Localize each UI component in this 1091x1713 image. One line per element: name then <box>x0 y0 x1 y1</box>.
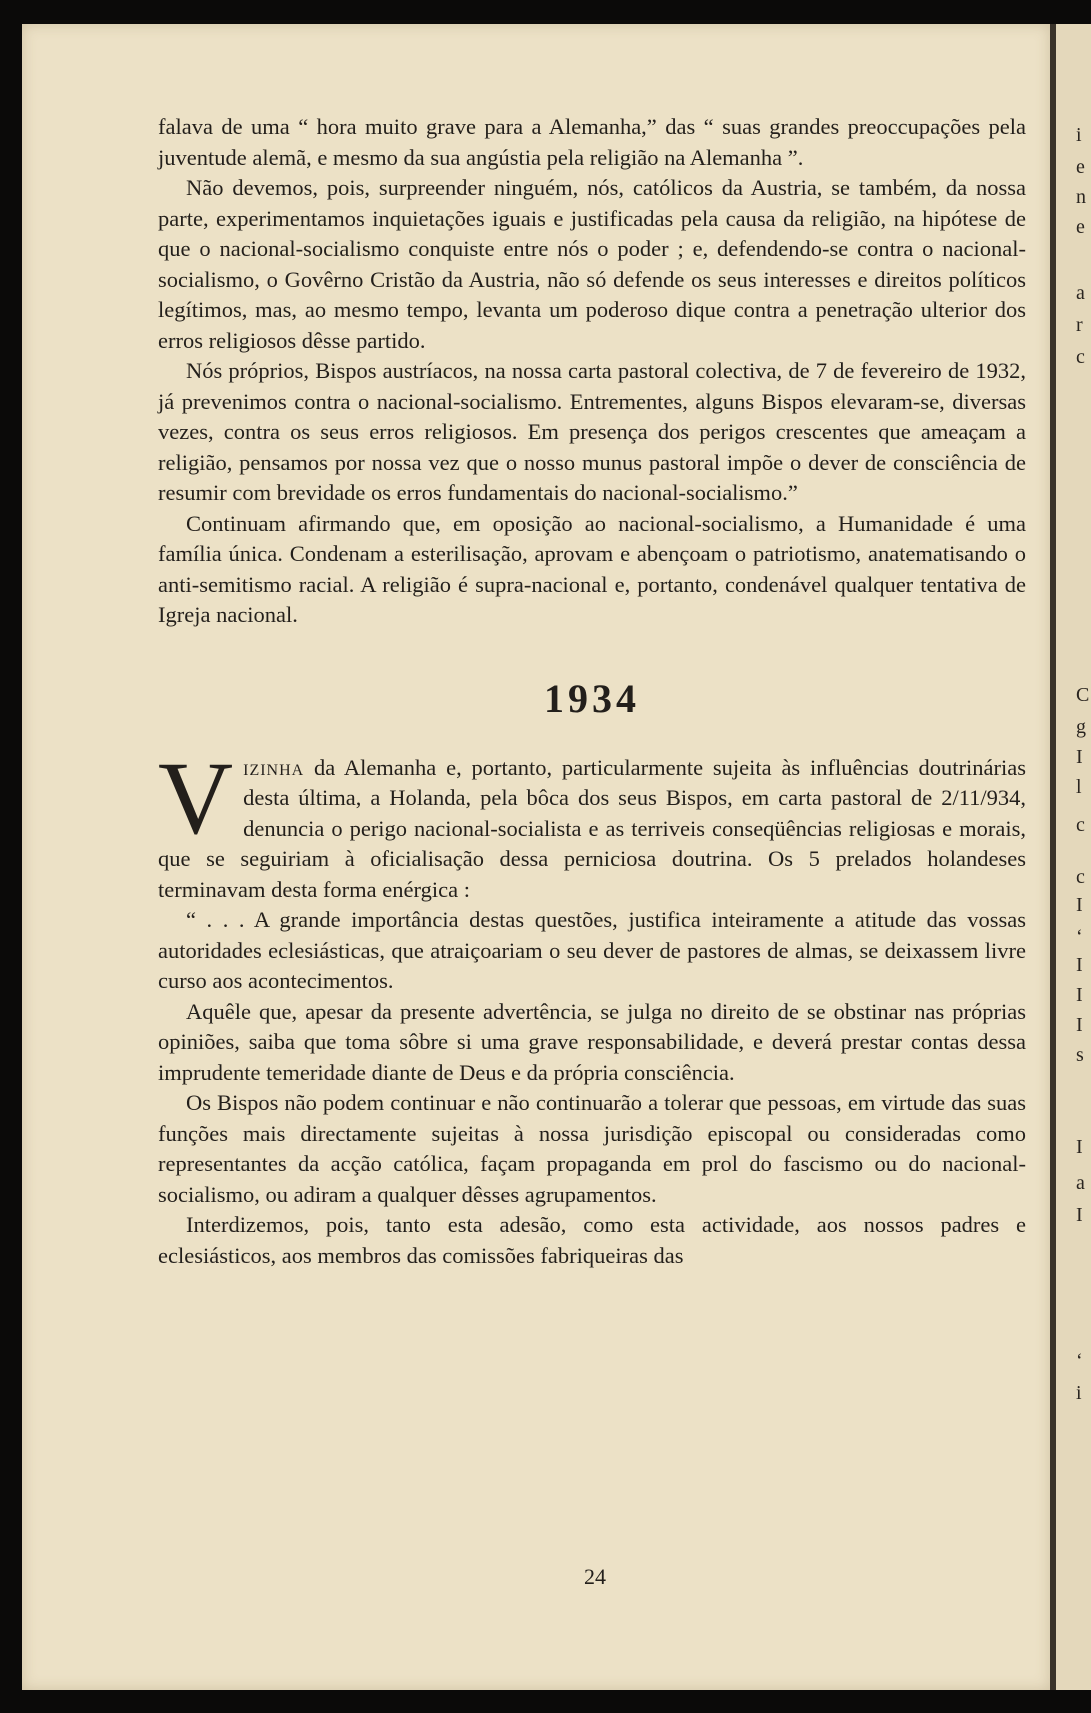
facing-letter: c <box>1076 814 1085 836</box>
facing-letter: I <box>1076 1204 1083 1226</box>
facing-letter: a <box>1076 282 1085 304</box>
quote-paragraph: Os Bispos não podem continuar e não continuarão a tolerar que pessoas, em virtude das suas funções mais directamente sujeitas à nossa jurisdição episcopal ou consideradas como representantes da acção católica, façam propaganda em prol do fascismo ou do nacional-socialismo, ou adiram a qualquer dêsses agrupamentos. <box>158 1090 1026 1207</box>
facing-letter: ‘ <box>1076 926 1083 948</box>
facing-letter: r <box>1076 314 1083 336</box>
facing-letter: n <box>1076 186 1086 208</box>
page-number: 24 <box>584 1564 606 1589</box>
facing-letter: I <box>1076 1136 1083 1158</box>
facing-letter: e <box>1076 216 1085 238</box>
facing-letter: c <box>1076 346 1085 368</box>
facing-letter: I <box>1076 984 1083 1006</box>
paragraph: Nós próprios, Bispos austríacos, na nossa carta pastoral colectiva, de 7 de fevereiro de 1932, já prevenimos contra o nacional-socialismo. Entrementes, alguns Bispos elevaram-se, diversas vezes, contra os seus erros religiosos. Em presença dos perigos crescentes que ameaçam a religião, pensamos por nossa vez que o nosso munus pastoral impõe o dever de consciência de resumir com brevidade os erros fundamentais do nacional-socialismo.” <box>158 358 1026 505</box>
small-caps-lead: izinha <box>243 754 305 780</box>
facing-letter: C <box>1076 684 1090 706</box>
facing-letter: I <box>1076 1014 1083 1036</box>
section-text: da Alemanha e, portanto, particularmente sujeita às influências doutrinárias desta última, a Holanda, pela bôca dos seus Bispos, em carta pastoral de 2/11/934, denuncia o perigo nacional-socialista e as terriveis conseqüências religiosas e morais, que se seguiriam à oficialisação dessa perniciosa doutrina. Os 5 prelados holandeses terminavam desta forma enérgica : <box>158 754 1026 902</box>
body-text <box>158 112 1026 1271</box>
facing-letter: c <box>1076 866 1085 888</box>
quote-paragraph: Interdizemos, pois, tanto esta adesão, como esta actividade, aos nossos padres e eclesiásticos, aos membros das comissões fabriqueiras das <box>158 1212 1026 1268</box>
facing-letter: I <box>1076 746 1083 768</box>
drop-cap: V <box>158 740 234 856</box>
facing-letter: g <box>1076 716 1086 738</box>
facing-letter: l <box>1076 776 1082 798</box>
quote-paragraph: “ . . . A grande importância destas questões, justifica inteiramente a atitude das vossas autoridades eclesiásticas, que atraiçoariam o seu dever de pastores de almas, se deixassem livre curso aos acontecimentos. <box>158 907 1026 993</box>
facing-letter: a <box>1076 1172 1085 1194</box>
facing-letter: ‘ <box>1076 1350 1083 1372</box>
facing-letter: i <box>1076 124 1082 146</box>
facing-letter: i <box>1076 1382 1082 1404</box>
facing-letter: e <box>1076 156 1085 178</box>
facing-letter: s <box>1076 1044 1084 1066</box>
section-paragraph <box>158 740 1026 906</box>
quote-paragraph: Aquêle que, apesar da presente advertência, se julga no direito de se obstinar nas próprias opiniões, saiba que toma sôbre si uma grave responsabilidade, e deverá prestar contas dessa imprudente temeridade diante de Deus e da própria consciência. <box>158 998 1026 1085</box>
paragraph: Não devemos, pois, surpreender ninguém, nós, católicos da Austria, se também, da nossa parte, experimentamos inquietações iguais e justificadas pela causa da religião, na hipótese de que o nacional-socialismo conquiste entre nós o poder ; e, defendendo-se contra o nacional-socialismo, o Govêrno Cristão da Austria, não só defende os seus interesses e direitos políticos legítimos, mas, ao mesmo tempo, levanta um poderoso dique contra a penetração ulterior dos erros religiosos dêsse partido. <box>158 175 1026 353</box>
facing-page-edge <box>1056 24 1091 1690</box>
facing-letter: I <box>1076 954 1083 976</box>
paragraph: Continuam afirmando que, em oposição ao nacional-socialismo, a Humanidade é uma família única. Condenam a esterilisação, aprovam e abençoam o patriotismo, anatematisando o anti-semitismo racial. A religião é supra-nacional e, portanto, condenável qualquer tentativa de Igreja nacional. <box>158 510 1026 627</box>
year-heading: 1934 <box>544 675 640 721</box>
paragraph: falava de uma “ hora muito grave para a Alemanha,” das “ suas grandes preoccupações pela juventude alemã, e mesmo da sua angústia pela religião na Alemanha ”. <box>158 114 1026 170</box>
facing-letter: I <box>1076 894 1083 916</box>
